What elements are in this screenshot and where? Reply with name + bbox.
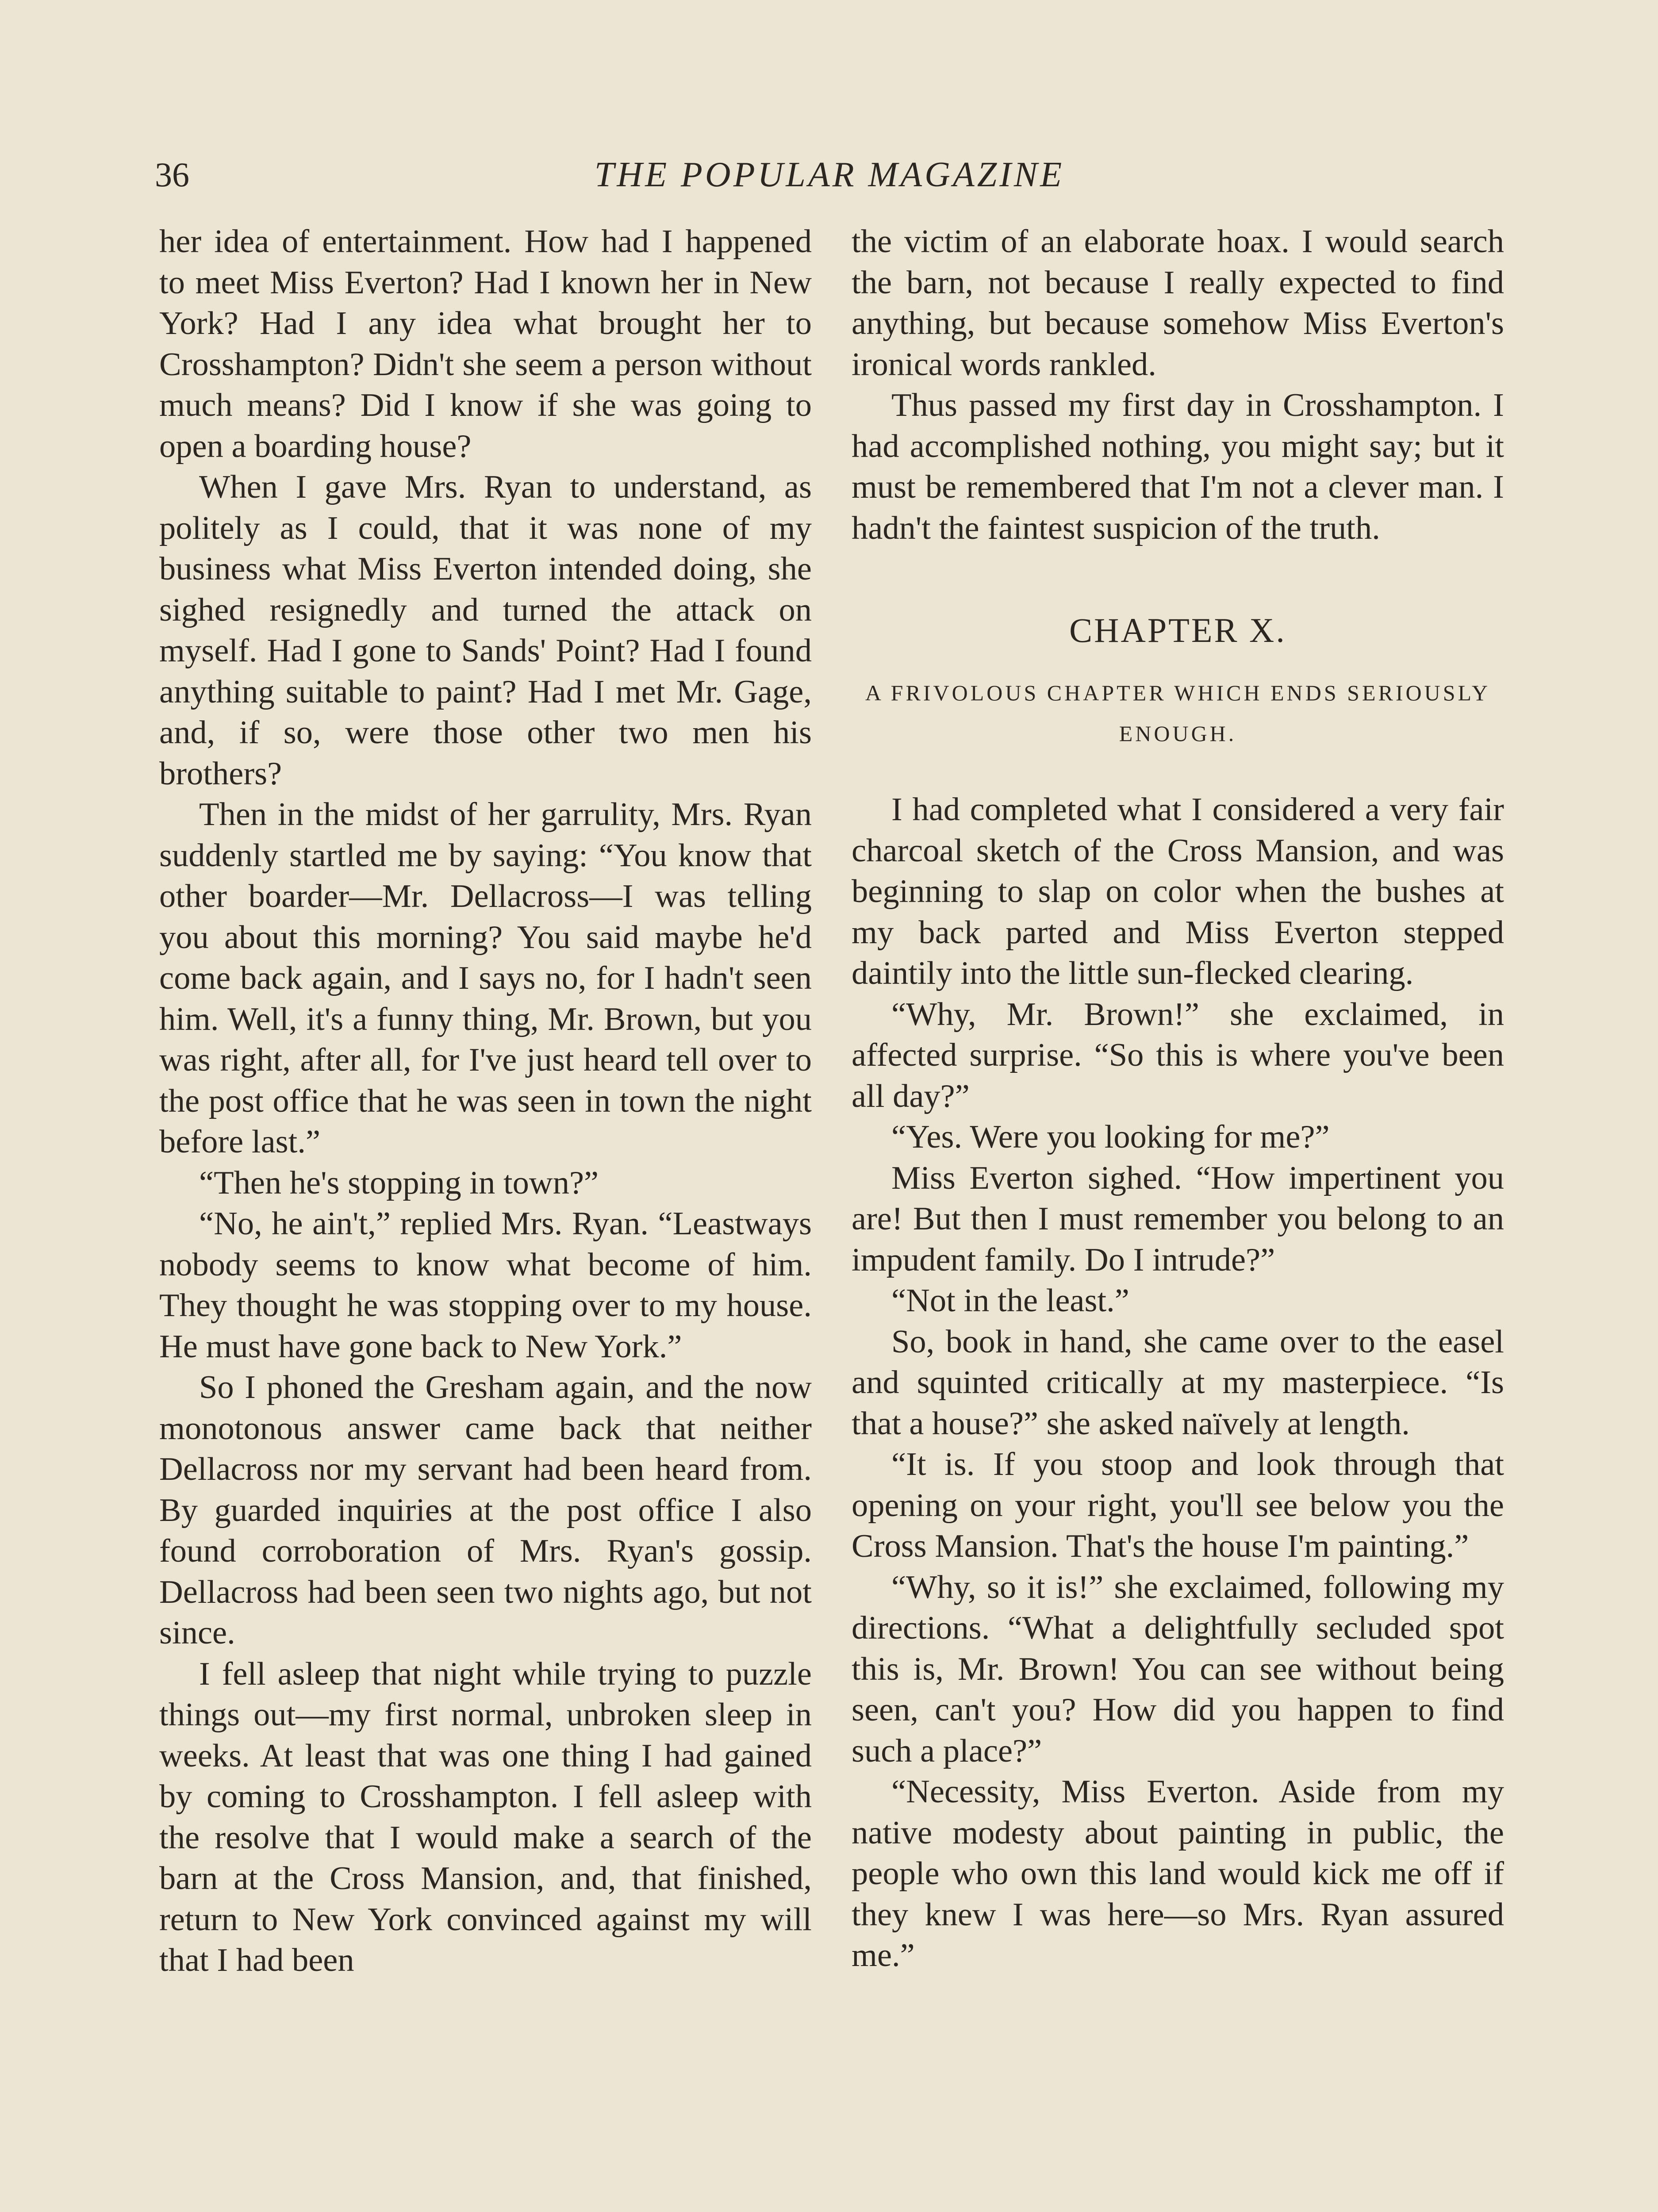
paragraph: “It is. If you stoop and look through that opening on your right, you'll see below you the Cross Mansion. That's the house I'm painting.” [852,1446,1504,1564]
paragraph: Then in the midst of her garrulity, Mrs. Ryan suddenly startled me by saying: “You know that other boarder—Mr. Dellacross—I was telling you about this morning? You said maybe he'd come back again, and I says no, for I hadn't seen him. Well, it's a funny thing, Mr. Brown, but you was right, after all, for I've just heard tell over to the post office that he was seen in town the night before last.” [159,796,812,1160]
paragraph: “Why, Mr. Brown!” she exclaimed, in affected surprise. “So this is where you've been all day?” [852,996,1504,1114]
chapter-heading [852,606,1504,754]
paragraph: So I phoned the Gresham again, and the now monotonous answer came back that neither Dellacross nor my servant had been heard from. By guarded inquiries at the post office I also found corroboration of Mrs. Ryan's gossip. Dellacross had been seen two nights ago, but not since. [159,1369,812,1651]
paragraph: “No, he ain't,” replied Mrs. Ryan. “Leastways nobody seems to know what become of him. They thought he was stopping over to my house. He must have gone back to New York.” [159,1206,812,1365]
paragraph: her idea of entertainment. How had I happened to meet Miss Everton? Had I known her in New York? Had I any idea what brought her to Crosshampton? Didn't she seem a person without much means? Did I know if she was going to open a boarding house? [159,223,812,465]
right-column [852,221,1504,1976]
chapter-title: CHAPTER X. [1069,611,1286,649]
paragraph: “Why, so it is!” she exclaimed, following my directions. “What a delightfully secluded spot this is, Mr. Brown! You can see without being seen, can't you? How did you happen to find such a place?” [852,1569,1504,1769]
chapter-subtitle: A FRIVOLOUS CHAPTER WHICH ENDS SERIOUSLY ENOUGH. [865,680,1491,746]
page-number: 36 [155,155,189,194]
paragraph: “Necessity, Miss Everton. Aside from my native modesty about painting in public, the people who own this land would kick me off if they knew I was here—so Mrs. Ryan assured me.” [852,1774,1504,1974]
paragraph: I had completed what I considered a very fair charcoal sketch of the Cross Mansion, and was beginning to slap on color when the bushes at my back parted and Miss Everton stepped daintily into the little sun-flecked clearing. [852,791,1504,991]
paragraph: the victim of an elaborate hoax. I would search the barn, not because I really expected to find anything, but because somehow Miss Everton's ironical words rankled. [852,223,1504,383]
paragraph: “Then he's stopping in town?” [199,1164,599,1201]
paragraph: “Yes. Were you looking for me?” [891,1119,1330,1155]
paragraph: “Not in the least.” [891,1283,1129,1319]
running-head: THE POPULAR MAGAZINE [594,155,1065,194]
paragraph: Miss Everton sighed. “How impertinent you are! But then I must remember you belong to an impudent family. Do I intrude?” [852,1160,1504,1278]
paragraph: When I gave Mrs. Ryan to understand, as politely as I could, that it was none of my business what Miss Everton intended doing, she sighed resignedly and turned the attack on myself. Had I gone to Sands' Point? Had I found anything suitable to paint? Had I met Mr. Gage, and, if so, were those other two men his brothers? [159,469,812,792]
paragraph: I fell asleep that night while trying to puzzle things out—my first normal, unbroken sleep in weeks. At least that was one thing I had gained by coming to Crosshampton. I fell asleep with the resolve that I would make a search of the barn at the Cross Mansion, and, that finished, return to New York convinced against my will that I had been [159,1655,812,1978]
left-column [159,221,812,1981]
paragraph: So, book in hand, she came over to the easel and squinted critically at my masterpiece. “Is that a house?” she asked naïvely at length. [852,1323,1504,1442]
page-header [155,146,1504,204]
paragraph: Thus passed my first day in Crosshampton. I had accomplished nothing, you might say; but it must be remembered that I'm not a clever man. I hadn't the faintest suspicion of the truth. [852,387,1504,546]
